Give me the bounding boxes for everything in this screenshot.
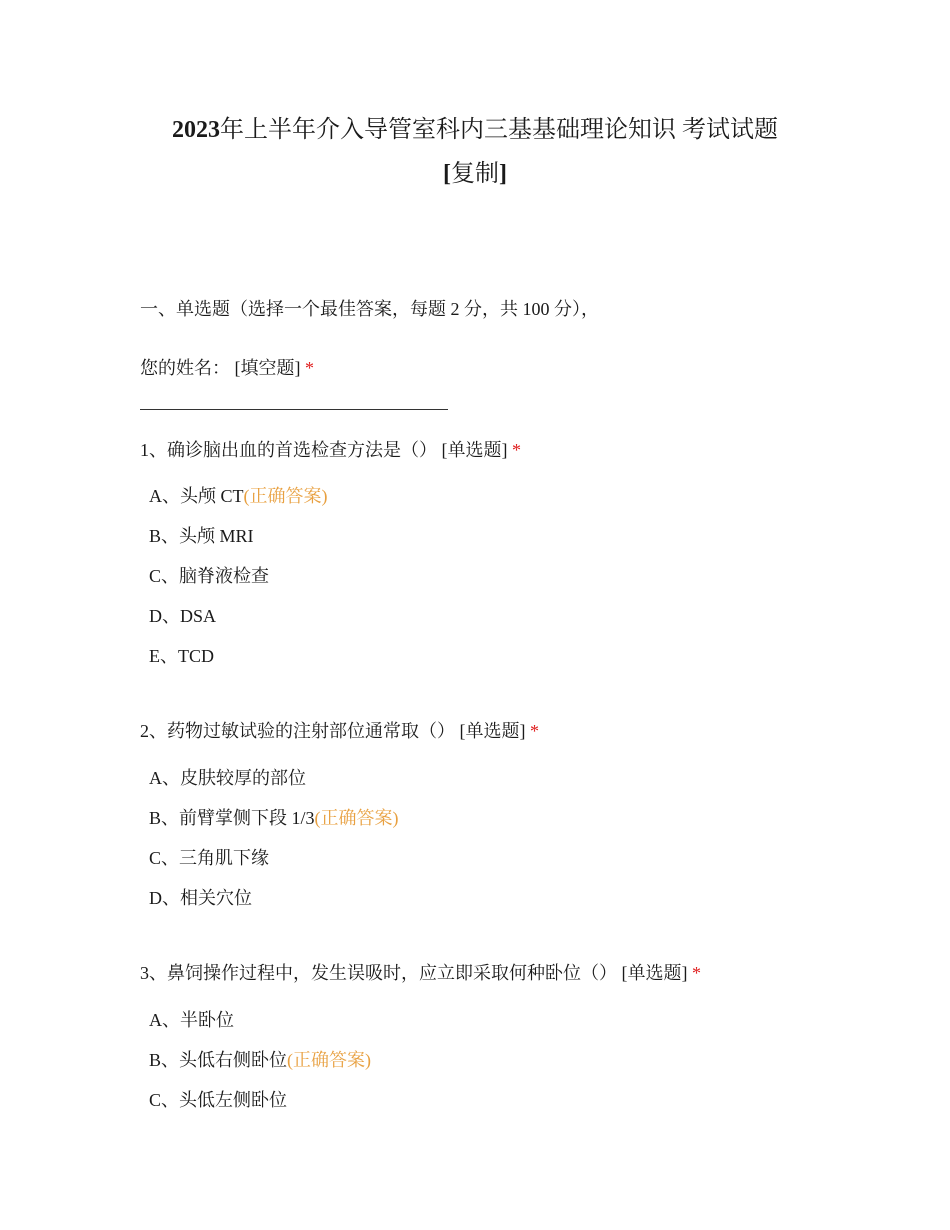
required-mark: *	[692, 963, 701, 983]
title-bracket-open: [	[443, 161, 451, 187]
correct-answer-mark: (正确答案)	[314, 808, 399, 828]
title-copy: 复制	[451, 161, 499, 187]
required-mark: *	[530, 721, 539, 741]
title-line1: 年上半年介入导管室科内三基基础理论知识 考试试题	[220, 117, 778, 143]
option-3a	[149, 1006, 234, 1032]
question-text: 1、确诊脑出血的首选检查方法是（）	[140, 440, 437, 460]
option-3c	[149, 1086, 287, 1112]
question-3	[140, 959, 701, 985]
option-text: E、TCD	[149, 646, 214, 666]
option-1b	[149, 522, 254, 548]
question-2	[140, 717, 539, 743]
name-question	[140, 354, 314, 380]
option-text: A、头颅 CT	[149, 486, 244, 506]
option-2b	[149, 804, 399, 830]
option-2d	[149, 884, 252, 910]
option-1e	[149, 642, 214, 668]
name-answer-line	[140, 409, 448, 410]
option-1c	[149, 562, 269, 588]
option-text: B、前臂掌侧下段 1/3	[149, 808, 315, 828]
option-text: A、皮肤较厚的部位	[149, 768, 306, 788]
option-2a	[149, 764, 306, 790]
name-type: [填空题]	[234, 358, 301, 378]
option-text: C、脑脊液检查	[149, 566, 270, 586]
question-type: [单选题]	[459, 721, 526, 741]
option-text: B、头低右侧卧位	[149, 1050, 288, 1070]
option-1d	[149, 602, 216, 628]
option-text: B、头颅 MRI	[149, 526, 254, 546]
required-mark: *	[512, 440, 521, 460]
question-text: 3、鼻饲操作过程中，发生误吸时，应立即采取何种卧位（）	[140, 963, 617, 983]
correct-answer-mark: (正确答案)	[243, 486, 328, 506]
option-2c	[149, 844, 269, 870]
option-1a	[149, 482, 328, 508]
question-type: [单选题]	[441, 440, 508, 460]
question-type: [单选题]	[621, 963, 688, 983]
section-heading: 一、单选题（选择一个最佳答案，每题 2 分，共 100 分），	[140, 299, 599, 319]
title-bracket-close: ]	[499, 161, 507, 187]
option-text: C、三角肌下缘	[149, 848, 270, 868]
question-text: 2、药物过敏试验的注射部位通常取（）	[140, 721, 455, 741]
option-text: D、相关穴位	[149, 888, 252, 908]
question-1	[140, 436, 521, 462]
document-title	[100, 108, 850, 196]
name-label: 您的姓名：	[140, 358, 230, 378]
option-text: D、DSA	[149, 606, 217, 626]
correct-answer-mark: (正确答案)	[287, 1050, 372, 1070]
option-text: C、头低左侧卧位	[149, 1090, 288, 1110]
option-3b	[149, 1046, 371, 1072]
option-text: A、半卧位	[149, 1010, 234, 1030]
required-mark: *	[305, 358, 314, 378]
title-year: 2023	[172, 117, 220, 143]
